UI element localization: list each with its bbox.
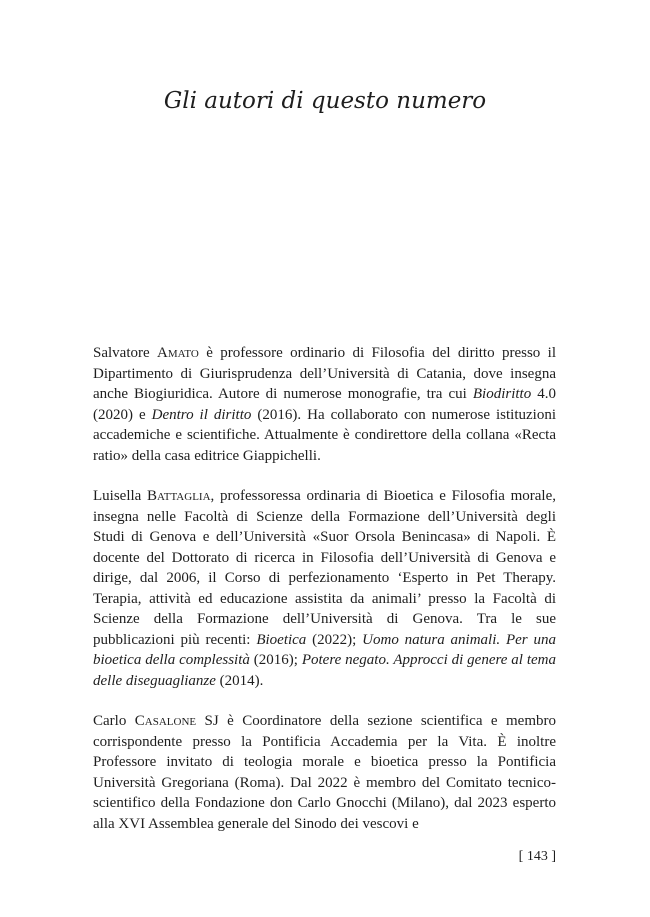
bio-text: (2016); [249,652,302,668]
author-bio [93,711,556,834]
book-title: Biodiritto [472,386,532,402]
page-title: Gli autori di questo numero [163,88,487,114]
author-first-name: Carlo [93,713,127,729]
bio-text: SJ è Coordinatore della sezione scientifica e membro corrispondente presso la Pontificia Accademia per la Vita. È inoltre Professore invitato di teologia morale e bioetica presso la Pontificia Università Gregoriana (Roma). Dal 2022 è membro del Comitato tecnico-scientifico della Fondazione don Carlo Gnocchi (Milano), dal 2023 esperto alla XVI Assemblea generale del Sinodo dei vescovi e [93,713,556,832]
bio-text: (2016). Ha collaborato con numerose istituzioni accademiche e scientifiche. Attualmente è condirettore della collana «Recta ratio» della casa editrice Giappichelli. [93,406,556,464]
book-title: Dentro il diritto [151,406,252,423]
author-bio [93,343,556,466]
book-title: Uomo natura animali. Per una bioetica della complessità [93,631,556,668]
bio-text: (2014). [215,672,264,689]
bio-text: 4.0 (2020) e [93,386,556,423]
bios-section [93,343,556,854]
page-number: [ 143 ] [518,849,556,864]
author-surname: Amato [157,345,199,361]
bio-text: , professoressa ordinaria di Bioetica e Filosofia morale, insegna nelle Facoltà di Scienze della Formazione dell’Università degli Studi di Genova e dell’Università «Suor Orsola Benincasa» di Napoli. È docente del Dottorato di ricerca in Filosofia dell’Università di Genova e dirige, dal 2006, il Corso di perfezionamento ‘Esperto in Pet Therapy. Terapia, attività ed educazione assistita da animali’ presso la Facoltà di Scienze della Formazione dell’Università di Genova. Tra le sue pubblicazioni più recenti: [93,488,556,648]
book-title: Potere negato. Approcci di genere al tema delle diseguaglianze [93,652,557,689]
author-first-name: Luisella [93,488,142,504]
author-first-name: Salvatore [93,345,150,361]
book-title: Bioetica [256,631,307,648]
author-surname: Battaglia [147,488,211,504]
bio-text: (2022); [306,631,363,648]
author-surname: Casalone [134,713,197,729]
bio-text: è professore ordinario di Filosofia del diritto presso il Dipartimento di Giurisprudenza dell’Università di Catania, dove insegna anche Biogiuridica. Autore di numerose monografie, tra cui [93,345,556,402]
author-bio [93,486,556,691]
